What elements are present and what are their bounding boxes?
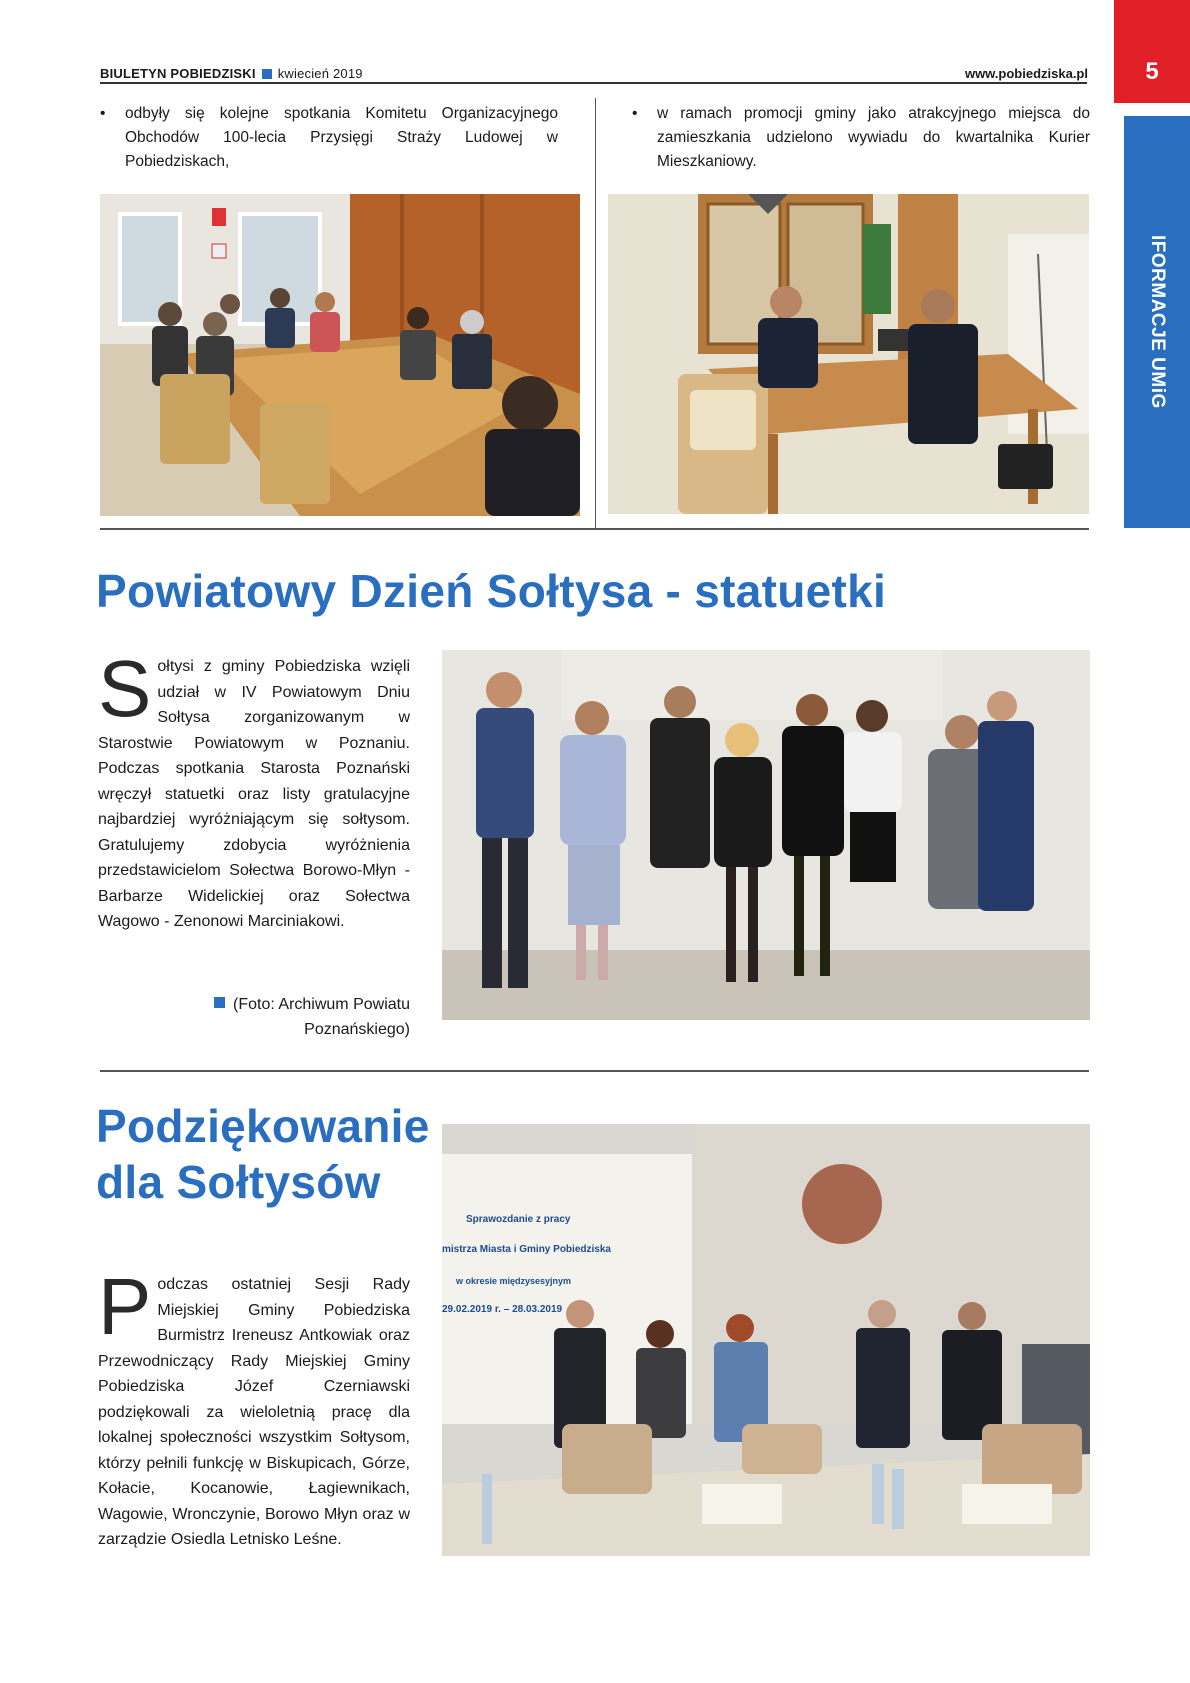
drop-cap: S xyxy=(98,644,152,733)
article-body: Sołtysi z gminy Pobiedziska wzięli udział w IV Powiatowym Dniu Sołtysa zorganizowanym w Starostwie Powiatowym w Poznaniu. Podczas spotkania Starosta Poznański wręczył statuetki oraz listy gratulacyjne najbardziej wyróżniającym się sołtysom. Gratulujemy zdobycia wyróżnienia przedstawicielom Sołectwa Borowo-Młyn - Barbarze Widelickiej oraz Sołectwa Wagowo - Zenonowi Marciniakowi. xyxy=(98,644,410,930)
publication-header xyxy=(100,66,363,81)
section-divider xyxy=(100,528,1089,530)
website-link[interactable]: www.pobiedziska.pl xyxy=(964,66,1088,81)
article-body: Podczas ostatniej Sesji Rady Miejskiej Gminy Pobiedziska Burmistrz Ireneusz Antkowiak oraz Przewodniczący Rady Miejskiej Gminy Pobiedziska Józef Czerniawski podziękowali za wieloletnią pracę dla lokalnej społeczności wszystkim Sołtysom, którzy pełnili funkcję w Biskupicach, Górze, Kołacie, Kocanowie, Łagiewnikach, Wagowie, Wronczynie, Borowo Młyn oraz w zarządzie Osiedla Letnisko Leśne. xyxy=(98,1262,410,1548)
article-title: Podziękowanie dla Sołtysów xyxy=(96,1100,430,1208)
article-title: Powiatowy Dzień Sołtysa - statuetki xyxy=(96,565,887,617)
bullet-dot-icon: • xyxy=(100,105,106,122)
header-divider xyxy=(100,82,1087,84)
photo-award-winners xyxy=(442,650,1090,1020)
square-bullet-icon xyxy=(214,997,225,1008)
photo-caption: (Foto: Archiwum Powiatu Poznańskiego) xyxy=(98,992,410,1042)
photo-interview xyxy=(608,194,1089,514)
page-number: 5 xyxy=(1145,58,1159,85)
column-divider xyxy=(595,98,596,528)
projector-screen: Sprawozdanie z pracy mistrza Miasta i Gminy Pobiedziska w okresie międzysesyjnym 29.02.2019 r. – 28.03.2019 xyxy=(442,1154,692,1424)
bullet-dot-icon: • xyxy=(632,105,638,122)
issue-date: kwiecień 2019 xyxy=(277,66,363,81)
section-divider xyxy=(100,1070,1089,1072)
photo-committee-meeting xyxy=(100,194,580,516)
square-bullet-icon xyxy=(262,69,272,79)
photo-council-session xyxy=(442,1124,1090,1556)
drop-cap: P xyxy=(98,1262,152,1351)
publication-name: BIULETYN POBIEDZISKI xyxy=(100,66,256,81)
bullet-item-right: • w ramach promocji gminy jako atrakcyjnego miejsca do zamieszkania udzielono wywiadu do kwartalnika Kurier Mieszkaniowy. xyxy=(632,102,1090,174)
section-tab-label: IFORMACJE UMiG xyxy=(1147,235,1168,409)
bullet-item-left: • odbyły się kolejne spotkania Komitetu Organizacyjnego Obchodów 100-lecia Przysięgi Straży Ludowej w Pobiedziskach, xyxy=(100,102,558,174)
page-number-tab xyxy=(1114,0,1190,103)
